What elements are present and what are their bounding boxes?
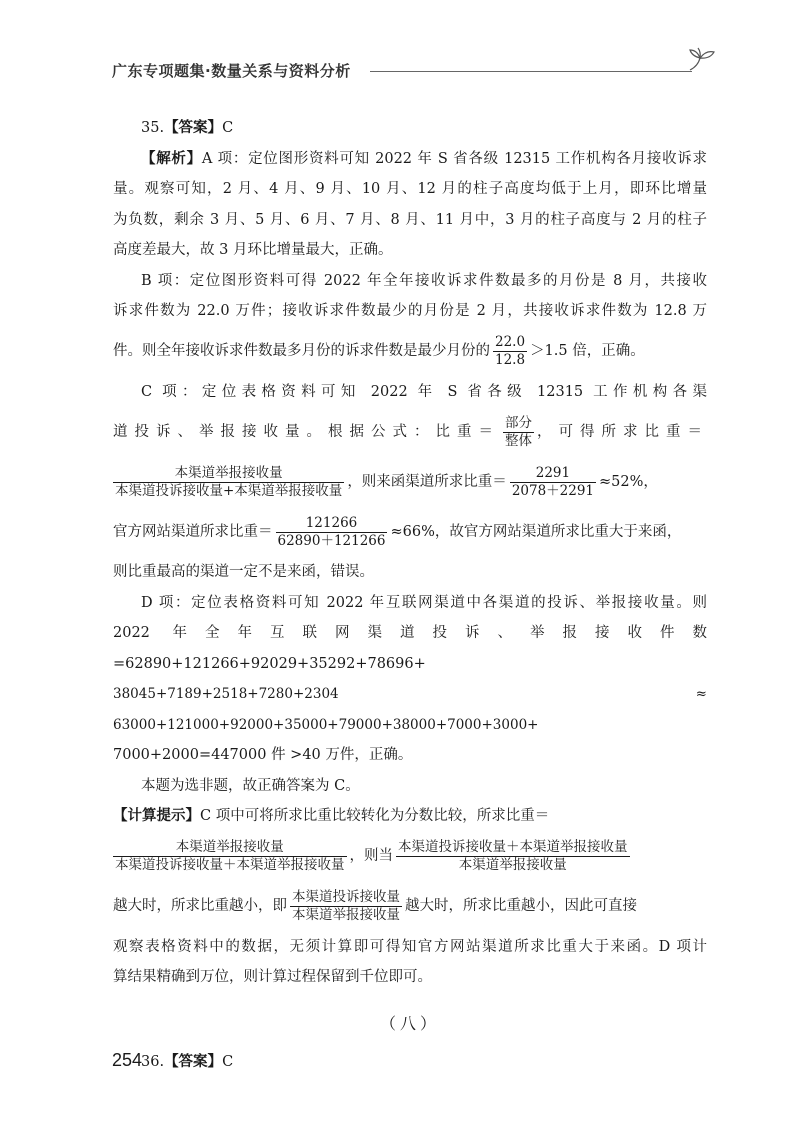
fraction-website-share: $\frac{121266}{62890+121266}$: [277, 514, 386, 549]
tip-line-5: 算结果精确到万位，则计算过程保留到千位即可。: [113, 969, 432, 985]
page-content: [113, 113, 707, 1078]
tip-line-4: 观察表格资料中的数据，无须计算即可得知官方网站渠道所求比重大于来函。D 项计: [113, 938, 707, 955]
page-number: 254: [112, 1050, 143, 1070]
option-a-line-2: 量。观察可知，2 月、4 月、9 月、10 月、12 月的柱子高度均低于上月，即环比增量: [113, 181, 707, 197]
tip-line-1: 【计算提示】C 项中可将所求比重比较转化为分数比较，所求比重＝: [113, 807, 550, 824]
fraction-part-over-whole: $\frac{\text{部分}}{\text{整体}}$: [505, 414, 532, 449]
fraction-tip-inverse: $\frac{\text{本渠道投诉接收量＋本渠道举报接收量}}{\text{本渠道举报接收量}}$: [398, 839, 628, 873]
sprout-icon: [684, 46, 718, 76]
option-c-line-2: 道投诉、举报接收量。根据公式：比重＝ $\frac{\text{部分}}{\text{整体}}$ ，可得所求比重＝: [113, 414, 709, 449]
option-c-line-3: $\frac{\text{本渠道举报接收量}}{\text{本渠道投诉接收量+本渠道举报接收量}}$ ，则来函渠道所求比重＝ $\frac{2291}{2078+2291}$ ≈52%，: [115, 464, 658, 499]
option-d-line-2: 2022 年全年互联网渠道投诉、举报接收件数=62890+121266+92029+35292+78696+: [113, 625, 707, 672]
fraction-tip-share: $\frac{\text{本渠道举报接收量}}{\text{本渠道投诉接收量＋本渠道举报接收量}}$: [115, 839, 345, 873]
option-a-line-4: 高度差最大，故 3 月环比增量最大，正确。: [113, 242, 393, 258]
option-d-line-3: 38045+7189+2518+7280+2304 ≈ 63000+121000+92000+35000+79000+38000+7000+3000+: [113, 686, 707, 733]
option-c-line-1: C 项：定位表格资料可知 2022 年 S 省各级 12315 工作机构各渠: [141, 383, 707, 400]
running-header: [112, 56, 716, 86]
fraction-share-formula: $\frac{\text{本渠道举报接收量}}{\text{本渠道投诉接收量+本渠道举报接收量}}$: [115, 464, 343, 499]
q35-answer: 35.【答案】C: [141, 119, 234, 136]
fraction-tip-ratio: $\frac{\text{本渠道投诉接收量}}{\text{本渠道举报接收量}}$: [292, 889, 400, 923]
option-c-line-4: 官方网站渠道所求比重＝ $\frac{121266}{62890+121266}$ ≈66%，故官方网站渠道所求比重大于来函，: [113, 514, 682, 549]
option-b-line-2: 诉求件数为 22.0 万件；接收诉求件数最少的月份是 2 月，共接收诉求件数为 12.8 万: [113, 303, 707, 319]
option-b-line-1: B 项：定位图形资料可得 2022 年全年接收诉求件数最多的月份是 8 月，共接收: [141, 272, 707, 289]
section-title: （八）: [379, 1013, 440, 1033]
header-title: 广东专项题集·数量关系与资料分析: [112, 62, 351, 80]
q36-answer: 36.【答案】C: [141, 1053, 234, 1070]
option-d-line-4: 7000+2000=447000 件 >40 万件，正确。: [113, 747, 413, 763]
option-a-line-1: 【解析】A 项：定位图形资料可知 2022 年 S 省各级 12315 工作机构各月接收诉求: [141, 149, 707, 167]
tip-line-2: $\frac{\text{本渠道举报接收量}}{\text{本渠道投诉接收量＋本渠道举报接收量}}$ ，则当 $\frac{\text{本渠道投诉接收量＋本渠道举报接收量}}{\text{本渠道举报接收量}}$: [115, 839, 628, 873]
header-rule: [370, 71, 692, 72]
conclusion: 本题为选非题，故正确答案为 C。: [141, 777, 360, 794]
fraction-letter-share: $\frac{2291}{2078+2291}$: [511, 464, 595, 499]
option-a-line-3: 为负数，剩余 3 月、5 月、6 月、7 月、8 月、11 月中，3 月的柱子高度与 2 月的柱子: [113, 211, 707, 228]
option-d-line-1: D 项：定位表格资料可知 2022 年互联网渠道中各渠道的投诉、举报接收量。则: [141, 594, 707, 611]
option-b-line-3: 件。则全年接收诉求件数最多月份的诉求件数是最少月份的 $\frac{22.0}{12.8}$ ＞1.5 倍，正确。: [113, 334, 645, 368]
option-c-line-5: 则比重最高的渠道一定不是来函，错误。: [113, 564, 374, 580]
tip-line-3: 越大时，所求比重越小，即 $\frac{\text{本渠道投诉接收量}}{\text{本渠道举报接收量}}$ 越大时，所求比重越小，因此可直接: [113, 889, 637, 923]
fraction-max-over-min: $\frac{22.0}{12.8}$: [495, 334, 526, 368]
